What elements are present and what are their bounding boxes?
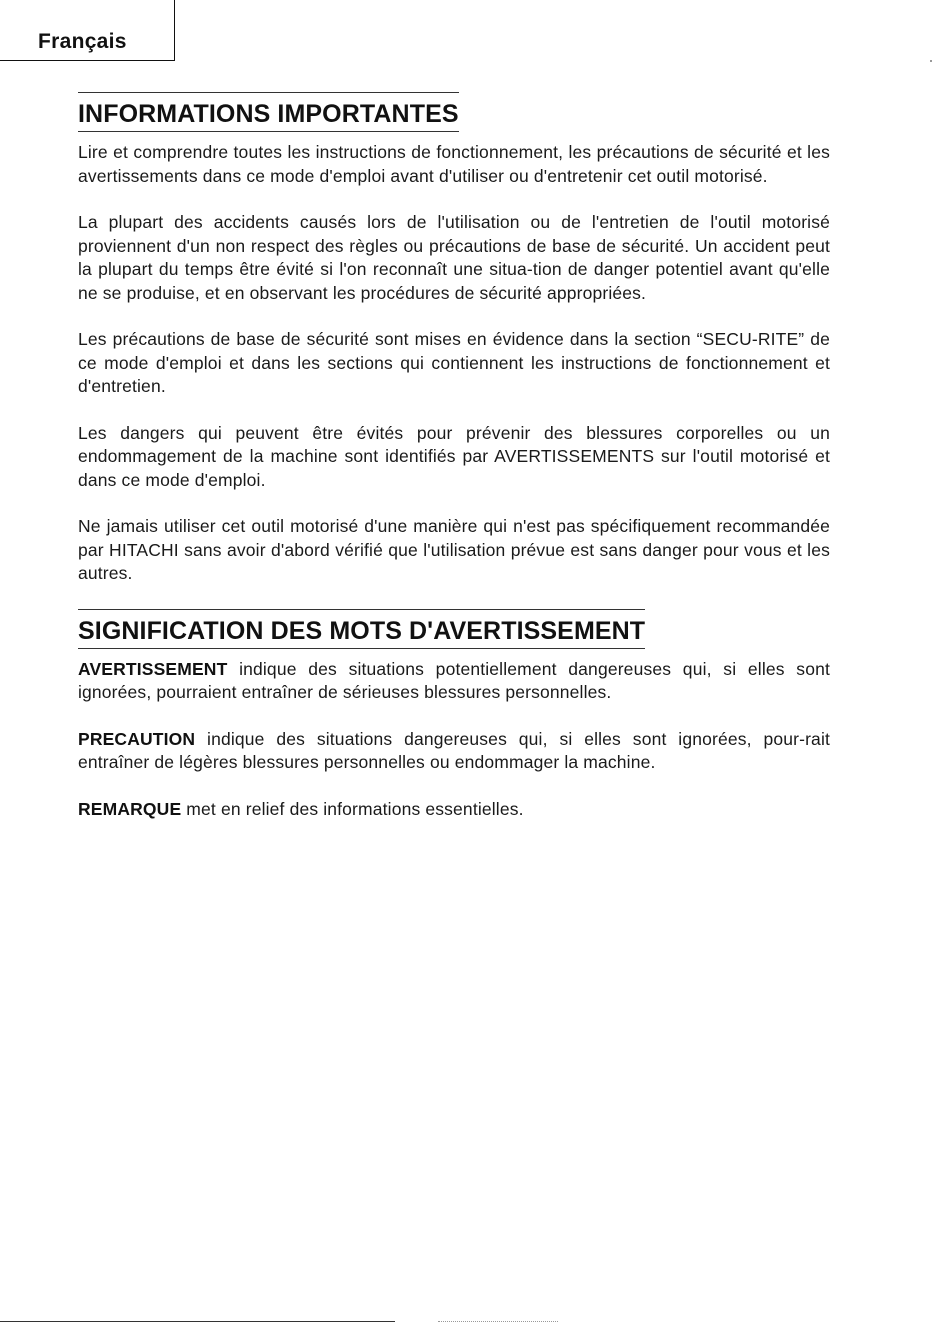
- definition-warning: [78, 658, 830, 705]
- paragraph-4: Les dangers qui peuvent être évités pour prévenir des blessures corporelles ou un endommagement de la machine sont identifiés par AVERTISSEMENTS sur l'outil motorisé et dans ce mode d'emploi.: [78, 422, 830, 490]
- paragraph-2: La plupart des accidents causés lors de l'utilisation ou de l'entretien de l'outil motorisé proviennent d'un non respect des règles ou précautions de base de sécurité. Un accident peut la plupart du temps être évité si l'on reconnaît une situa-tion de danger potentiel avant qu'elle ne se produise, et en observant les procédures de sécurité appropriées.: [78, 212, 830, 303]
- section-title-important-info: INFORMATIONS IMPORTANTES: [78, 92, 459, 132]
- footer-rule: [0, 1321, 395, 1322]
- text-warning: indique des situations potentiellement dangereuses qui, si elles sont ignorées, pourraient entraîner de sérieuses blessures personnelles.: [78, 658, 830, 702]
- section-warning-words: [78, 609, 830, 822]
- definition-caution: [78, 728, 830, 775]
- footer-dotted-rule: [438, 1321, 558, 1322]
- paragraph-1: Lire et comprendre toutes les instructions de fonctionnement, les précautions de sécurité et les avertissements dans ce mode d'emploi avant d'utiliser ou d'entretenir cet outil motorisé.: [78, 142, 830, 186]
- definition-note: [78, 798, 830, 822]
- page-content: [78, 92, 830, 844]
- term-caution: PRECAUTION: [78, 728, 196, 749]
- edge-mark: [930, 60, 932, 62]
- term-note: REMARQUE: [78, 798, 182, 819]
- language-label: Français: [38, 30, 127, 53]
- paragraph-5: Ne jamais utiliser cet outil motorisé d'une manière qui n'est pas spécifiquement recommandée par HITACHI sans avoir d'abord vérifié que l'utilisation prévue est sans danger pour vous et les autres.: [78, 516, 830, 583]
- language-tab: [0, 0, 175, 61]
- term-warning: AVERTISSEMENT: [78, 658, 228, 679]
- paragraph-3: Les précautions de base de sécurité sont mises en évidence dans la section “SECU-RITE” de ce mode d'emploi et dans les sections qui contiennent les instructions de fonctionnement et d'entretien.: [78, 329, 830, 396]
- section-title-warning-words: SIGNIFICATION DES MOTS D'AVERTISSEMENT: [78, 609, 645, 649]
- text-note: met en relief des informations essentielles.: [181, 798, 524, 819]
- text-caution: indique des situations dangereuses qui, si elles sont ignorées, pour-rait entraîner de légères blessures personnelles ou endommager la machine.: [78, 728, 830, 772]
- section-important-info: [78, 92, 830, 586]
